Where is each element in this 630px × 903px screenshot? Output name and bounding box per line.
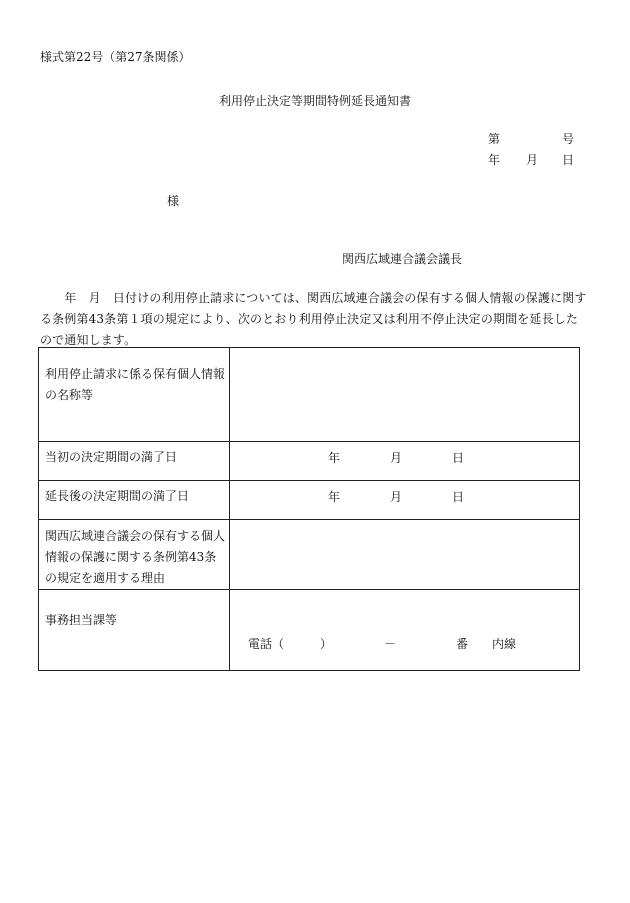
- info-table: [38, 347, 580, 671]
- sender-name: 関西広域連合議会議長: [342, 252, 463, 266]
- date-day: 日: [562, 153, 575, 167]
- row-label-contact: 事務担当課等: [39, 590, 230, 671]
- initial-month: 月: [390, 451, 403, 465]
- row-label-info-name: 利用停止請求に係る保有個人情報の名称等: [39, 348, 230, 442]
- tel-dash: －: [384, 637, 397, 651]
- tel-ban: 番: [456, 637, 469, 651]
- row-value-contact: [230, 590, 580, 671]
- extended-month: 月: [390, 490, 403, 504]
- row-label-initial-deadline: 当初の決定期間の満了日: [39, 442, 230, 481]
- form-number: 様式第22号（第27条関係）: [40, 50, 191, 64]
- tel-close: ）: [320, 637, 333, 651]
- extended-year: 年: [328, 490, 341, 504]
- document-title: 利用停止決定等期間特例延長通知書: [218, 94, 411, 108]
- initial-day: 日: [452, 451, 465, 465]
- table-row: [39, 348, 580, 442]
- date-year: 年: [488, 153, 501, 167]
- row-value-reason: [230, 520, 580, 590]
- table-row: [39, 442, 580, 481]
- row-value-info-name: [230, 348, 580, 442]
- tel-label: 電話（: [248, 637, 285, 651]
- body-paragraph: 年 月 日付けの利用停止請求については、関西広域連合議会の保有する個人情報の保護に関する条例第43条第１項の規定により、次のとおり利用停止決定又は利用不停止決定の期間を延長したので通知します。: [40, 291, 587, 347]
- addressee-suffix: 様: [167, 194, 180, 208]
- extended-day: 日: [452, 490, 465, 504]
- doc-number-dai: 第: [488, 132, 501, 146]
- table-row: [39, 520, 580, 590]
- row-label-extended-deadline: 延長後の決定期間の満了日: [39, 481, 230, 520]
- row-value-initial-deadline: [230, 442, 580, 481]
- table-row: [39, 481, 580, 520]
- tel-naisen: 内線: [492, 637, 517, 651]
- initial-year: 年: [328, 451, 341, 465]
- row-label-reason: 関西広域連合議会の保有する個人情報の保護に関する条例第43条の規定を適用する理由: [39, 520, 230, 590]
- date-month: 月: [526, 153, 539, 167]
- doc-number-go: 号: [562, 132, 575, 146]
- table-row: [39, 590, 580, 671]
- row-value-extended-deadline: [230, 481, 580, 520]
